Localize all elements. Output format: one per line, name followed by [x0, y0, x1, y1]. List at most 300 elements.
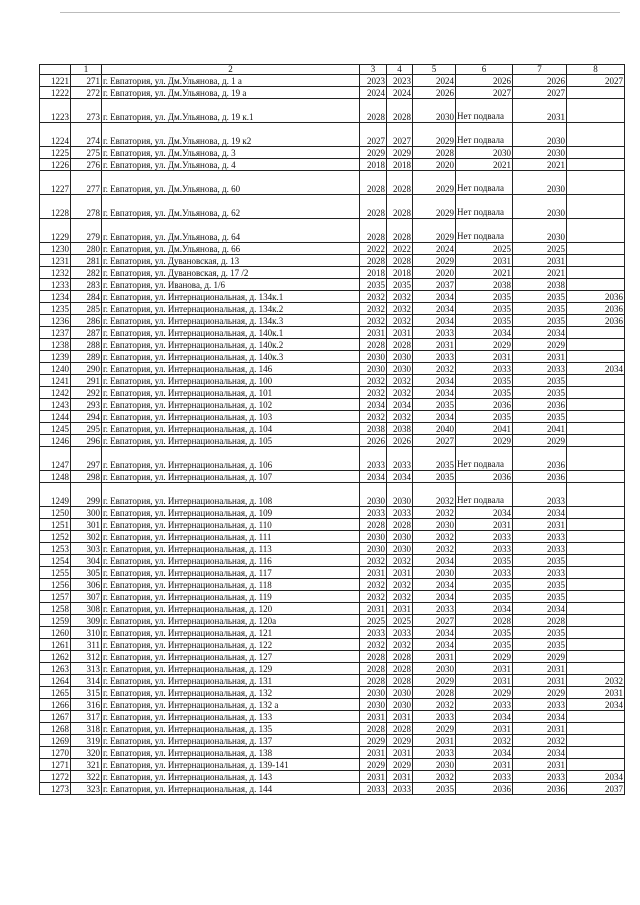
col6-cell: 2033 — [456, 543, 513, 555]
object-id-cell: 278 — [71, 195, 102, 219]
table-row — [40, 747, 625, 759]
col6-cell: 2034 — [456, 327, 513, 339]
col8-cell — [567, 99, 625, 123]
table-row — [40, 75, 625, 87]
col3-cell: 2034 — [360, 471, 387, 483]
col4-cell: 2029 — [387, 735, 413, 747]
table-row — [40, 435, 625, 447]
col6-cell: 2033 — [456, 771, 513, 783]
col6-cell: 2029 — [456, 651, 513, 663]
col5-cell: 2032 — [413, 363, 456, 375]
header-cell-blank — [40, 65, 71, 75]
col5-cell: 2032 — [413, 483, 456, 507]
col3-cell: 2029 — [360, 147, 387, 159]
col8-cell — [567, 327, 625, 339]
col4-cell: 2029 — [387, 759, 413, 771]
col7-cell: 2033 — [513, 771, 567, 783]
table-row — [40, 159, 625, 171]
address-cell: г. Евпатория, ул. Дм.Ульянова, д. 1 а — [102, 75, 360, 87]
table-row — [40, 87, 625, 99]
object-id-cell: 273 — [71, 99, 102, 123]
row-number-cell: 1227 — [40, 171, 71, 195]
col3-cell: 2031 — [360, 747, 387, 759]
address-cell: г. Евпатория, ул. Интернациональная, д. 120 — [102, 603, 360, 615]
object-id-cell: 285 — [71, 303, 102, 315]
col6-cell: 2030 — [456, 147, 513, 159]
col6-cell: 2036 — [456, 471, 513, 483]
row-number-cell: 1262 — [40, 651, 71, 663]
col8-cell — [567, 123, 625, 147]
col6-cell: 2021 — [456, 267, 513, 279]
col3-cell: 2018 — [360, 267, 387, 279]
row-number-cell: 1240 — [40, 363, 71, 375]
col5-cell: 2024 — [413, 75, 456, 87]
col7-cell: 2033 — [513, 543, 567, 555]
col3-cell: 2033 — [360, 447, 387, 471]
col4-cell: 2034 — [387, 471, 413, 483]
col6-cell: 2034 — [456, 711, 513, 723]
col8-cell — [567, 615, 625, 627]
table-row — [40, 99, 625, 123]
table-row — [40, 123, 625, 147]
col7-cell: 2035 — [513, 555, 567, 567]
col3-cell: 2026 — [360, 435, 387, 447]
col8-cell — [567, 663, 625, 675]
col4-cell: 2028 — [387, 171, 413, 195]
object-id-cell: 299 — [71, 483, 102, 507]
col7-cell: 2031 — [513, 255, 567, 267]
row-number-cell: 1252 — [40, 531, 71, 543]
col3-cell: 2032 — [360, 375, 387, 387]
col6-cell: 2028 — [456, 615, 513, 627]
col8-cell — [567, 255, 625, 267]
col3-cell: 2032 — [360, 639, 387, 651]
col3-cell: 2030 — [360, 363, 387, 375]
col5-cell: 2034 — [413, 639, 456, 651]
object-id-cell: 272 — [71, 87, 102, 99]
col3-cell: 2031 — [360, 711, 387, 723]
table-row — [40, 603, 625, 615]
col4-cell: 2028 — [387, 219, 413, 243]
col7-cell: 2021 — [513, 267, 567, 279]
address-cell: г. Евпатория, ул. Интернациональная, д. 111 — [102, 531, 360, 543]
address-cell: г. Евпатория, ул. Дм.Ульянова, д. 64 — [102, 219, 360, 243]
address-cell: г. Евпатория, ул. Интернациональная, д. 106 — [102, 447, 360, 471]
col3-cell: 2028 — [360, 99, 387, 123]
table-row — [40, 279, 625, 291]
table-row — [40, 759, 625, 771]
col5-cell: 2033 — [413, 327, 456, 339]
col8-cell — [567, 531, 625, 543]
col4-cell: 2031 — [387, 603, 413, 615]
col8-cell — [567, 351, 625, 363]
address-cell: г. Евпатория, ул. Дувановская, д. 17 /2 — [102, 267, 360, 279]
object-id-cell: 275 — [71, 147, 102, 159]
col5-cell: 2026 — [413, 87, 456, 99]
table-row — [40, 591, 625, 603]
col6-cell: 2036 — [456, 399, 513, 411]
col3-cell: 2031 — [360, 567, 387, 579]
object-id-cell: 300 — [71, 507, 102, 519]
table-row — [40, 639, 625, 651]
address-cell: г. Евпатория, ул. Интернациональная, д. 135 — [102, 723, 360, 735]
col3-cell: 2028 — [360, 255, 387, 267]
col7-cell: 2031 — [513, 99, 567, 123]
address-cell: г. Евпатория, ул. Интернациональная, д. 109 — [102, 507, 360, 519]
col6-cell: 2021 — [456, 159, 513, 171]
col6-cell: 2031 — [456, 723, 513, 735]
col4-cell: 2028 — [387, 195, 413, 219]
col5-cell: 2032 — [413, 507, 456, 519]
col8-cell: 2032 — [567, 675, 625, 687]
col6-cell: 2033 — [456, 531, 513, 543]
col8-cell: 2037 — [567, 783, 625, 795]
table-row — [40, 651, 625, 663]
col3-cell: 2032 — [360, 579, 387, 591]
object-id-cell: 309 — [71, 615, 102, 627]
address-cell: г. Евпатория, ул. Интернациональная, д. 143 — [102, 771, 360, 783]
col5-cell: 2031 — [413, 651, 456, 663]
table-row — [40, 351, 625, 363]
col4-cell: 2026 — [387, 435, 413, 447]
col7-cell: 2036 — [513, 783, 567, 795]
col6-cell: 2035 — [456, 387, 513, 399]
row-number-cell: 1246 — [40, 435, 71, 447]
col8-cell — [567, 375, 625, 387]
col3-cell: 2023 — [360, 75, 387, 87]
address-cell: г. Евпатория, ул. Интернациональная, д. 116 — [102, 555, 360, 567]
table-row — [40, 735, 625, 747]
address-cell: г. Евпатория, ул. Интернациональная, д. 117 — [102, 567, 360, 579]
col4-cell: 2030 — [387, 531, 413, 543]
col5-cell: 2034 — [413, 303, 456, 315]
col7-cell: 2030 — [513, 219, 567, 243]
row-number-cell: 1241 — [40, 375, 71, 387]
table-row — [40, 255, 625, 267]
address-cell: г. Евпатория, ул. Интернациональная, д. 131 — [102, 675, 360, 687]
col6-cell: 2031 — [456, 351, 513, 363]
col6-cell: 2031 — [456, 255, 513, 267]
row-number-cell: 1229 — [40, 219, 71, 243]
col4-cell: 2029 — [387, 147, 413, 159]
col3-cell: 2031 — [360, 603, 387, 615]
col4-cell: 2032 — [387, 639, 413, 651]
object-id-cell: 288 — [71, 339, 102, 351]
address-cell: г. Евпатория, ул. Дм.Ульянова, д. 4 — [102, 159, 360, 171]
col8-cell — [567, 219, 625, 243]
table-row — [40, 267, 625, 279]
col5-cell: 2030 — [413, 567, 456, 579]
col4-cell: 2028 — [387, 675, 413, 687]
table-row — [40, 471, 625, 483]
row-number-cell: 1235 — [40, 303, 71, 315]
row-number-cell: 1248 — [40, 471, 71, 483]
object-id-cell: 306 — [71, 579, 102, 591]
col3-cell: 2029 — [360, 759, 387, 771]
address-cell: г. Евпатория, ул. Интернациональная, д. 137 — [102, 735, 360, 747]
address-cell: г. Евпатория, ул. Интернациональная, д. 104 — [102, 423, 360, 435]
housing-register-table — [39, 64, 625, 795]
address-cell: г. Евпатория, ул. Интернациональная, д. 107 — [102, 471, 360, 483]
address-cell: г. Евпатория, ул. Интернациональная, д. 119 — [102, 591, 360, 603]
table-row — [40, 399, 625, 411]
row-number-cell: 1272 — [40, 771, 71, 783]
col3-cell: 2028 — [360, 663, 387, 675]
object-id-cell: 292 — [71, 387, 102, 399]
col6-cell: 2034 — [456, 603, 513, 615]
header-cell-2: 2 — [102, 65, 360, 75]
col7-cell: 2035 — [513, 375, 567, 387]
col6-cell: Нет подвала — [456, 447, 513, 471]
col8-cell — [567, 435, 625, 447]
row-number-cell: 1257 — [40, 591, 71, 603]
col6-cell: 2036 — [456, 783, 513, 795]
row-number-cell: 1237 — [40, 327, 71, 339]
object-id-cell: 322 — [71, 771, 102, 783]
col5-cell: 2030 — [413, 519, 456, 531]
address-cell: г. Евпатория, ул. Интернациональная, д. 118 — [102, 579, 360, 591]
col6-cell: 2035 — [456, 411, 513, 423]
object-id-cell: 315 — [71, 687, 102, 699]
col7-cell: 2030 — [513, 171, 567, 195]
col4-cell: 2028 — [387, 519, 413, 531]
table-row — [40, 315, 625, 327]
col8-cell — [567, 399, 625, 411]
col5-cell: 2034 — [413, 579, 456, 591]
address-cell: г. Евпатория, ул. Дм.Ульянова, д. 19 а — [102, 87, 360, 99]
row-number-cell: 1221 — [40, 75, 71, 87]
col4-cell: 2030 — [387, 543, 413, 555]
row-number-cell: 1231 — [40, 255, 71, 267]
col7-cell: 2036 — [513, 471, 567, 483]
col6-cell: 2041 — [456, 423, 513, 435]
col4-cell: 2028 — [387, 99, 413, 123]
col6-cell: 2035 — [456, 579, 513, 591]
col7-cell: 2033 — [513, 531, 567, 543]
col6-cell: 2034 — [456, 747, 513, 759]
col7-cell: 2041 — [513, 423, 567, 435]
col6-cell: 2031 — [456, 663, 513, 675]
row-number-cell: 1228 — [40, 195, 71, 219]
col3-cell: 2032 — [360, 387, 387, 399]
col5-cell: 2034 — [413, 411, 456, 423]
row-number-cell: 1270 — [40, 747, 71, 759]
col8-cell — [567, 639, 625, 651]
col6-cell: 2035 — [456, 627, 513, 639]
col5-cell: 2029 — [413, 123, 456, 147]
object-id-cell: 287 — [71, 327, 102, 339]
header-cell-8: 8 — [567, 65, 625, 75]
col5-cell: 2034 — [413, 591, 456, 603]
col5-cell: 2037 — [413, 279, 456, 291]
table-row — [40, 423, 625, 435]
col8-cell — [567, 339, 625, 351]
address-cell: г. Евпатория, ул. Интернациональная, д. 132 — [102, 687, 360, 699]
col4-cell: 2031 — [387, 747, 413, 759]
object-id-cell: 317 — [71, 711, 102, 723]
col3-cell: 2028 — [360, 339, 387, 351]
col5-cell: 2030 — [413, 663, 456, 675]
col8-cell — [567, 735, 625, 747]
row-number-cell: 1236 — [40, 315, 71, 327]
table-row — [40, 339, 625, 351]
table-row — [40, 507, 625, 519]
col6-cell: 2034 — [456, 507, 513, 519]
col3-cell: 2033 — [360, 507, 387, 519]
col3-cell: 2030 — [360, 687, 387, 699]
col7-cell: 2033 — [513, 363, 567, 375]
col8-cell — [567, 279, 625, 291]
header-cell-3: 3 — [360, 65, 387, 75]
col8-cell — [567, 543, 625, 555]
col5-cell: 2020 — [413, 267, 456, 279]
col6-cell: 2029 — [456, 687, 513, 699]
row-number-cell: 1266 — [40, 699, 71, 711]
col7-cell: 2035 — [513, 387, 567, 399]
address-cell: г. Евпатория, ул. Дм.Ульянова, д. 60 — [102, 171, 360, 195]
col7-cell: 2034 — [513, 747, 567, 759]
object-id-cell: 307 — [71, 591, 102, 603]
col5-cell: 2035 — [413, 783, 456, 795]
col4-cell: 2035 — [387, 279, 413, 291]
row-number-cell: 1226 — [40, 159, 71, 171]
address-cell: г. Евпатория, ул. Интернациональная, д. 122 — [102, 639, 360, 651]
col6-cell: 2029 — [456, 339, 513, 351]
row-number-cell: 1273 — [40, 783, 71, 795]
object-id-cell: 280 — [71, 243, 102, 255]
table-row — [40, 675, 625, 687]
table-row — [40, 147, 625, 159]
object-id-cell: 297 — [71, 447, 102, 471]
table-row — [40, 567, 625, 579]
table-row — [40, 627, 625, 639]
col7-cell: 2030 — [513, 123, 567, 147]
col5-cell: 2034 — [413, 315, 456, 327]
row-number-cell: 1254 — [40, 555, 71, 567]
col3-cell: 2027 — [360, 123, 387, 147]
col5-cell: 2029 — [413, 675, 456, 687]
col8-cell: 2034 — [567, 771, 625, 783]
col4-cell: 2030 — [387, 351, 413, 363]
object-id-cell: 279 — [71, 219, 102, 243]
col8-cell — [567, 87, 625, 99]
address-cell: г. Евпатория, ул. Интернациональная, д. 133 — [102, 711, 360, 723]
col5-cell: 2035 — [413, 447, 456, 471]
header-cell-1: 1 — [71, 65, 102, 75]
row-number-cell: 1258 — [40, 603, 71, 615]
object-id-cell: 308 — [71, 603, 102, 615]
row-number-cell: 1261 — [40, 639, 71, 651]
page-top-rule — [60, 12, 620, 13]
col8-cell — [567, 447, 625, 471]
col5-cell: 2024 — [413, 243, 456, 255]
col6-cell: 2032 — [456, 735, 513, 747]
object-id-cell: 293 — [71, 399, 102, 411]
col7-cell: 2029 — [513, 435, 567, 447]
address-cell: г. Евпатория, ул. Интернациональная, д. 140к.2 — [102, 339, 360, 351]
address-cell: г. Евпатория, ул. Интернациональная, д. 129 — [102, 663, 360, 675]
row-number-cell: 1256 — [40, 579, 71, 591]
col4-cell: 2033 — [387, 507, 413, 519]
col6-cell: 2035 — [456, 591, 513, 603]
table-row — [40, 723, 625, 735]
col6-cell: Нет подвала — [456, 171, 513, 195]
col3-cell: 2032 — [360, 411, 387, 423]
col8-cell — [567, 423, 625, 435]
object-id-cell: 305 — [71, 567, 102, 579]
col8-cell — [567, 747, 625, 759]
row-number-cell: 1251 — [40, 519, 71, 531]
address-cell: г. Евпатория, ул. Интернациональная, д. 140к.1 — [102, 327, 360, 339]
col5-cell: 2033 — [413, 351, 456, 363]
col4-cell: 2032 — [387, 591, 413, 603]
col5-cell: 2030 — [413, 759, 456, 771]
object-id-cell: 314 — [71, 675, 102, 687]
col7-cell: 2034 — [513, 711, 567, 723]
col4-cell: 2032 — [387, 291, 413, 303]
col8-cell: 2036 — [567, 303, 625, 315]
col5-cell: 2034 — [413, 627, 456, 639]
col6-cell: 2035 — [456, 639, 513, 651]
col3-cell: 2024 — [360, 87, 387, 99]
col8-cell — [567, 603, 625, 615]
col8-cell: 2034 — [567, 699, 625, 711]
col7-cell: 2027 — [513, 87, 567, 99]
row-number-cell: 1271 — [40, 759, 71, 771]
col7-cell: 2028 — [513, 615, 567, 627]
col3-cell: 2032 — [360, 303, 387, 315]
col3-cell: 2028 — [360, 519, 387, 531]
address-cell: г. Евпатория, ул. Интернациональная, д. 101 — [102, 387, 360, 399]
col5-cell: 2029 — [413, 219, 456, 243]
col4-cell: 2031 — [387, 771, 413, 783]
col8-cell — [567, 555, 625, 567]
object-id-cell: 284 — [71, 291, 102, 303]
col5-cell: 2020 — [413, 159, 456, 171]
object-id-cell: 281 — [71, 255, 102, 267]
object-id-cell: 271 — [71, 75, 102, 87]
col4-cell: 2025 — [387, 615, 413, 627]
col3-cell: 2030 — [360, 351, 387, 363]
col3-cell: 2034 — [360, 399, 387, 411]
address-cell: г. Евпатория, ул. Интернациональная, д. 100 — [102, 375, 360, 387]
col5-cell: 2032 — [413, 531, 456, 543]
col6-cell: 2035 — [456, 555, 513, 567]
col4-cell: 2033 — [387, 783, 413, 795]
object-id-cell: 302 — [71, 531, 102, 543]
object-id-cell: 313 — [71, 663, 102, 675]
object-id-cell: 291 — [71, 375, 102, 387]
col4-cell: 2032 — [387, 411, 413, 423]
row-number-cell: 1233 — [40, 279, 71, 291]
table-row — [40, 543, 625, 555]
col3-cell: 2032 — [360, 291, 387, 303]
col6-cell: 2033 — [456, 567, 513, 579]
col5-cell: 2028 — [413, 687, 456, 699]
col7-cell: 2021 — [513, 159, 567, 171]
col6-cell: Нет подвала — [456, 483, 513, 507]
col3-cell: 2018 — [360, 159, 387, 171]
col4-cell: 2028 — [387, 651, 413, 663]
col7-cell: 2030 — [513, 147, 567, 159]
col6-cell: Нет подвала — [456, 219, 513, 243]
col3-cell: 2030 — [360, 699, 387, 711]
address-cell: г. Евпатория, ул. Дм.Ульянова, д. 3 — [102, 147, 360, 159]
col5-cell: 2032 — [413, 543, 456, 555]
col5-cell: 2035 — [413, 471, 456, 483]
col3-cell: 2028 — [360, 723, 387, 735]
col3-cell: 2035 — [360, 279, 387, 291]
